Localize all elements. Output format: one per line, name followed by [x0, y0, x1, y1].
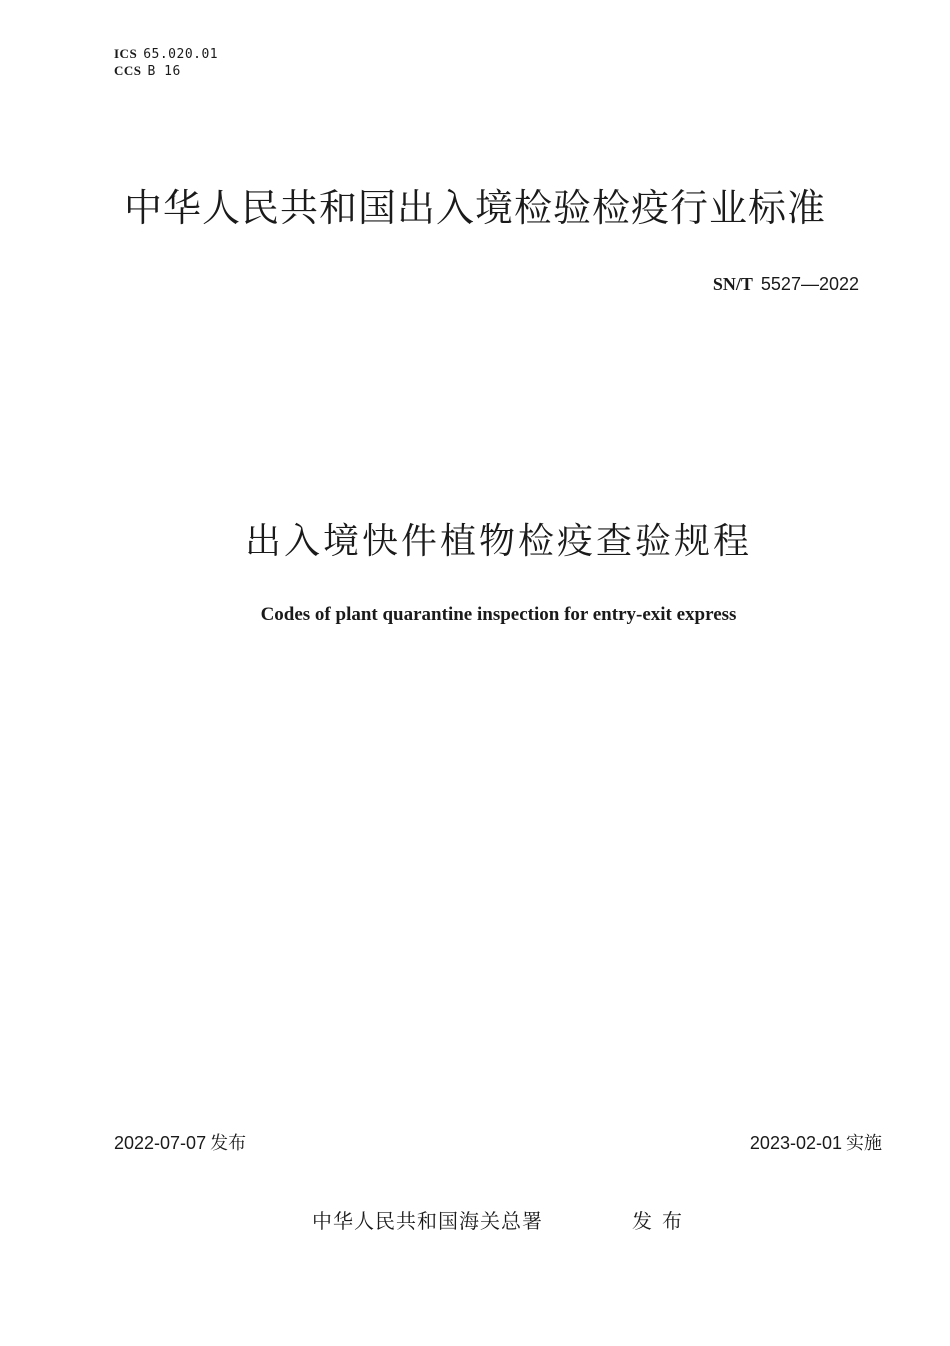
ics-code: [114, 46, 218, 63]
standard-prefix: SN/T: [712, 274, 753, 294]
document-title-english: Codes of plant quarantine inspection for entry-exit express: [260, 604, 737, 625]
effective-date-word: 实施: [846, 1133, 882, 1154]
ics-value: 65.020.01: [143, 47, 219, 62]
issue-word: 发布: [632, 1209, 692, 1233]
effective-date: [750, 1131, 882, 1156]
publish-date-value: 2022-07-07: [114, 1133, 207, 1153]
ccs-value: B 16: [147, 64, 181, 79]
industry-standard-title: 中华人民共和国出入境检验检疫行业标准: [123, 186, 826, 230]
document-title-chinese: 出入境快件植物检疫查验规程: [244, 521, 752, 562]
standard-number: [713, 273, 859, 296]
issuing-authority: 中华人民共和国海关总署: [312, 1209, 543, 1233]
ccs-label: CCS: [114, 63, 142, 78]
ics-label: ICS: [114, 46, 138, 61]
standard-code: 5527—2022: [760, 274, 859, 294]
ccs-code: [114, 63, 181, 80]
publish-date: [114, 1131, 246, 1156]
publish-date-word: 发布: [210, 1133, 247, 1154]
effective-date-value: 2023-02-01: [749, 1133, 842, 1153]
